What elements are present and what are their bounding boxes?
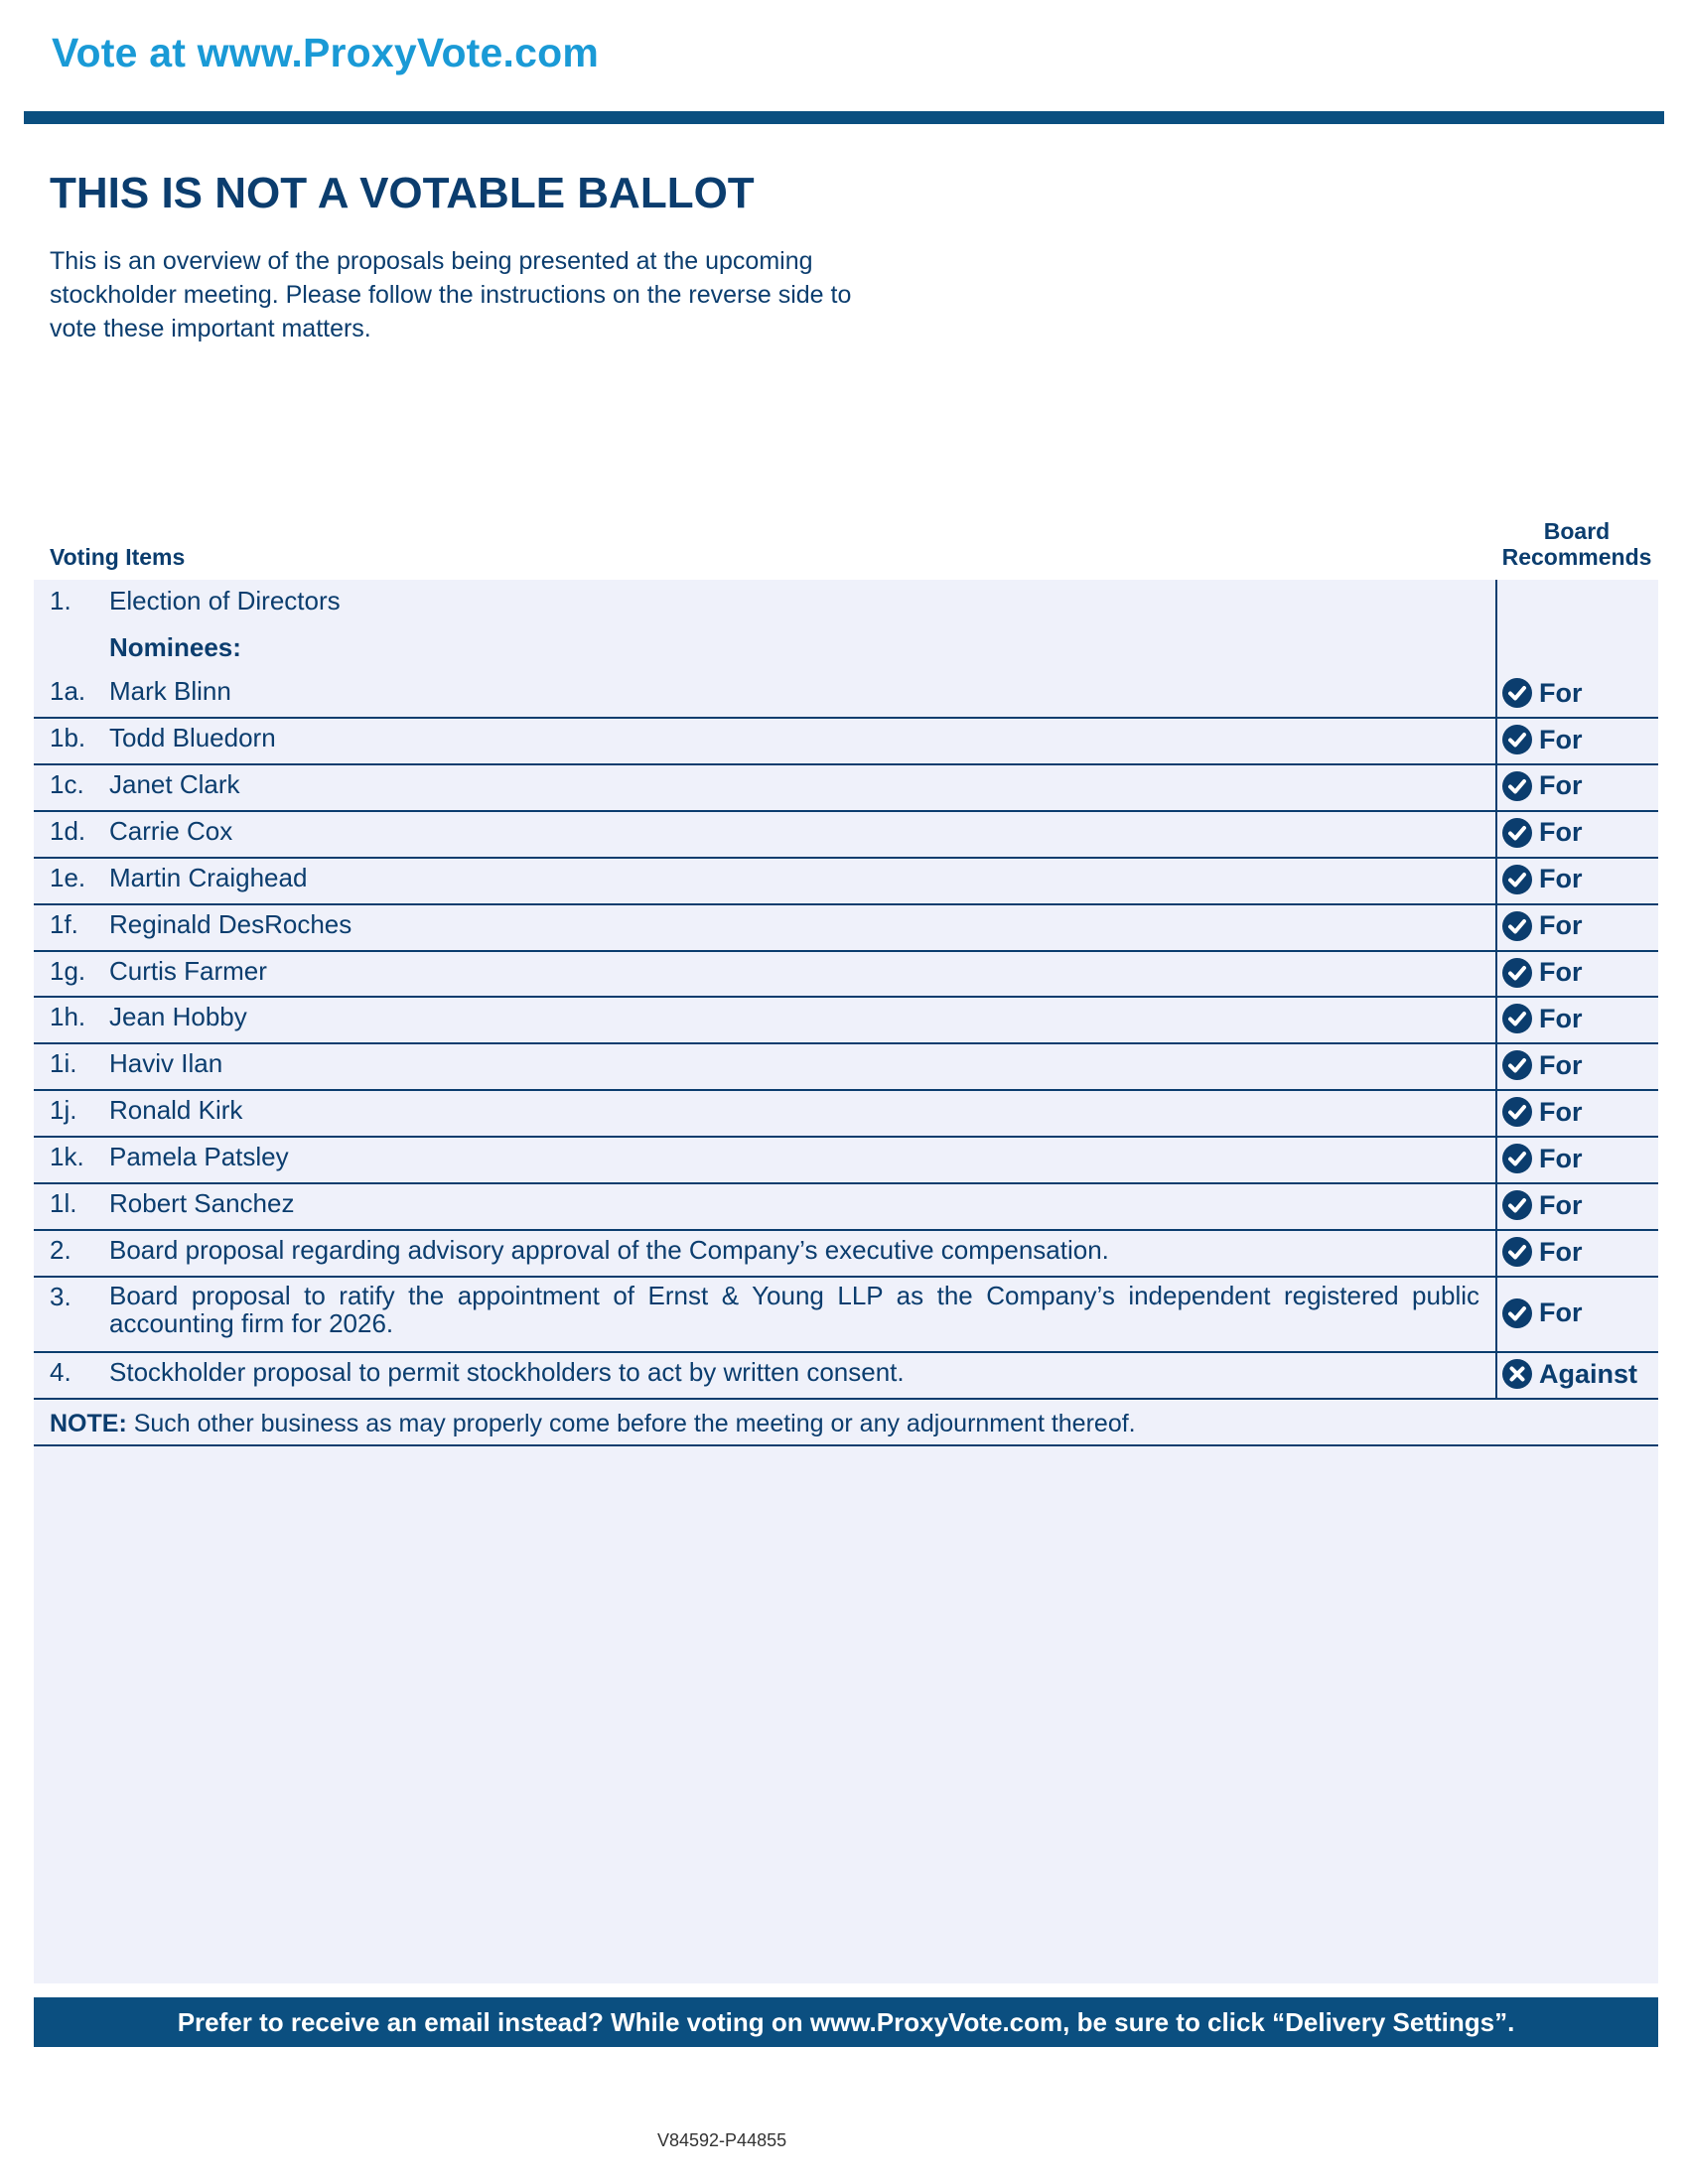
recommendation-label: For [1539, 864, 1583, 894]
note-label: NOTE: [50, 1410, 127, 1437]
row-divider [34, 857, 1658, 859]
recommendation-label: For [1539, 1003, 1583, 1033]
board-recommendation [1501, 1294, 1583, 1333]
header-rule [24, 111, 1664, 124]
recommendation-label: For [1539, 1236, 1583, 1267]
check-circle-icon [1501, 677, 1533, 709]
note [50, 1410, 1136, 1438]
election-title: Election of Directors [109, 586, 341, 615]
nominee-name: Haviv Ilan [109, 1048, 223, 1079]
item-number: 1. [50, 586, 71, 615]
recommendation-label: For [1539, 957, 1583, 987]
recommendation-label: For [1539, 817, 1583, 848]
item-number: 1d. [50, 815, 86, 846]
board-recommendation [1501, 720, 1583, 759]
board-recommendation [1501, 1092, 1583, 1132]
check-circle-icon [1501, 957, 1533, 989]
intro-text: This is an overview of the proposals being presented at the upcoming stockholder meeting. Please follow the instructions on the reverse side to vote these important matters. [50, 247, 852, 342]
proposal-text: Stockholder proposal to permit stockholders to act by written consent. [109, 1356, 905, 1387]
row-divider [34, 1182, 1658, 1184]
item-number: 1i. [50, 1048, 77, 1079]
job-code: V84592-P44855 [657, 2130, 787, 2150]
header-title: Vote at www.ProxyVote.com [52, 30, 600, 75]
recommendation-label: For [1539, 1096, 1583, 1127]
recommendation-label: For [1539, 910, 1583, 941]
recommendation-label: For [1539, 677, 1583, 708]
nominees-label: Nominees: [109, 632, 241, 662]
item-number: 1b. [50, 723, 86, 752]
item-number: 3. [50, 1281, 71, 1311]
nominee-name: Carrie Cox [109, 815, 233, 846]
board-recommends-line2: Recommends [1501, 544, 1652, 570]
row-divider [34, 950, 1658, 952]
board-recommendation [1501, 1232, 1583, 1272]
check-circle-icon [1501, 724, 1533, 755]
board-recommendation [1501, 1354, 1637, 1394]
row-divider [34, 1398, 1658, 1400]
nominee-name: Mark Blinn [109, 676, 231, 707]
proposal-text: Board proposal regarding advisory approval of the Company’s executive compensation. [109, 1234, 1109, 1265]
row-divider [34, 1042, 1658, 1044]
x-circle-icon [1501, 1358, 1533, 1390]
item-number: 4. [50, 1356, 71, 1387]
nominee-name: Ronald Kirk [109, 1095, 243, 1126]
note-text: Such other business as may properly come before the meeting or any adjournment thereof. [126, 1410, 1136, 1437]
item-number: 1h. [50, 1002, 86, 1032]
board-recommends-line1: Board [1543, 518, 1611, 544]
board-recommendation [1501, 673, 1583, 713]
recommendation-label: For [1539, 1297, 1583, 1328]
board-recommendation [1501, 1139, 1583, 1178]
recommendation-label: For [1539, 1189, 1583, 1220]
board-recommendation [1501, 860, 1583, 899]
board-recommendation [1501, 813, 1583, 853]
item-number: 1c. [50, 768, 84, 799]
delivery-settings-banner: Prefer to receive an email instead? While voting on www.ProxyVote.com, be sure to click “Delivery Settings”. [34, 1997, 1658, 2047]
board-recommendation [1501, 953, 1583, 993]
board-recommends-header [1495, 518, 1658, 570]
row-divider [34, 1444, 1658, 1446]
row-divider [34, 717, 1658, 719]
check-circle-icon [1501, 1236, 1533, 1268]
row-divider [34, 1351, 1658, 1353]
nominee-name: Reginald DesRoches [109, 908, 352, 939]
board-recommendation [1501, 766, 1583, 806]
row-divider [34, 1136, 1658, 1138]
item-number: 1e. [50, 862, 86, 892]
check-circle-icon [1501, 1297, 1533, 1329]
item-number: 1g. [50, 955, 86, 986]
recommendation-label: For [1539, 1143, 1583, 1173]
ballot-title: THIS IS NOT A VOTABLE BALLOT [50, 169, 755, 217]
item-number: 1f. [50, 908, 78, 939]
board-recommendation [1501, 1185, 1583, 1225]
recommendation-label: Against [1539, 1358, 1638, 1389]
row-divider [34, 763, 1658, 765]
check-circle-icon [1501, 1096, 1533, 1128]
row-divider [34, 903, 1658, 905]
nominee-name: Jean Hobby [109, 1002, 247, 1032]
item-number: 1j. [50, 1095, 77, 1126]
nominee-name: Robert Sanchez [109, 1188, 295, 1218]
recommendation-label: For [1539, 724, 1583, 754]
recommendation-label: For [1539, 1049, 1583, 1080]
row-divider [34, 810, 1658, 812]
item-number: 1l. [50, 1188, 77, 1218]
row-divider [34, 1276, 1658, 1278]
nominee-name: Janet Clark [109, 768, 240, 799]
nominee-name: Martin Craighead [109, 862, 308, 892]
row-divider [34, 1229, 1658, 1231]
item-number: 1a. [50, 676, 86, 707]
check-circle-icon [1501, 910, 1533, 942]
proposal-text: Board proposal to ratify the appointment of Ernst & Young LLP as the Company’s independent registered public accounting firm for 2026. [109, 1280, 1479, 1338]
check-circle-icon [1501, 1189, 1533, 1221]
voting-items-header: Voting Items [50, 544, 186, 570]
nominee-name: Todd Bluedorn [109, 723, 276, 752]
check-circle-icon [1501, 1049, 1533, 1081]
row-divider [34, 996, 1658, 998]
nominee-name: Curtis Farmer [109, 955, 267, 986]
check-circle-icon [1501, 1143, 1533, 1174]
check-circle-icon [1501, 770, 1533, 802]
recommendation-label: For [1539, 770, 1583, 801]
item-number: 2. [50, 1234, 71, 1265]
item-number: 1k. [50, 1142, 84, 1172]
check-circle-icon [1501, 817, 1533, 849]
check-circle-icon [1501, 1003, 1533, 1034]
board-recommendation [1501, 999, 1583, 1038]
check-circle-icon [1501, 864, 1533, 895]
row-divider [34, 1089, 1658, 1091]
board-recommendation [1501, 1045, 1583, 1085]
board-recommendation [1501, 906, 1583, 946]
nominee-name: Pamela Patsley [109, 1142, 289, 1172]
